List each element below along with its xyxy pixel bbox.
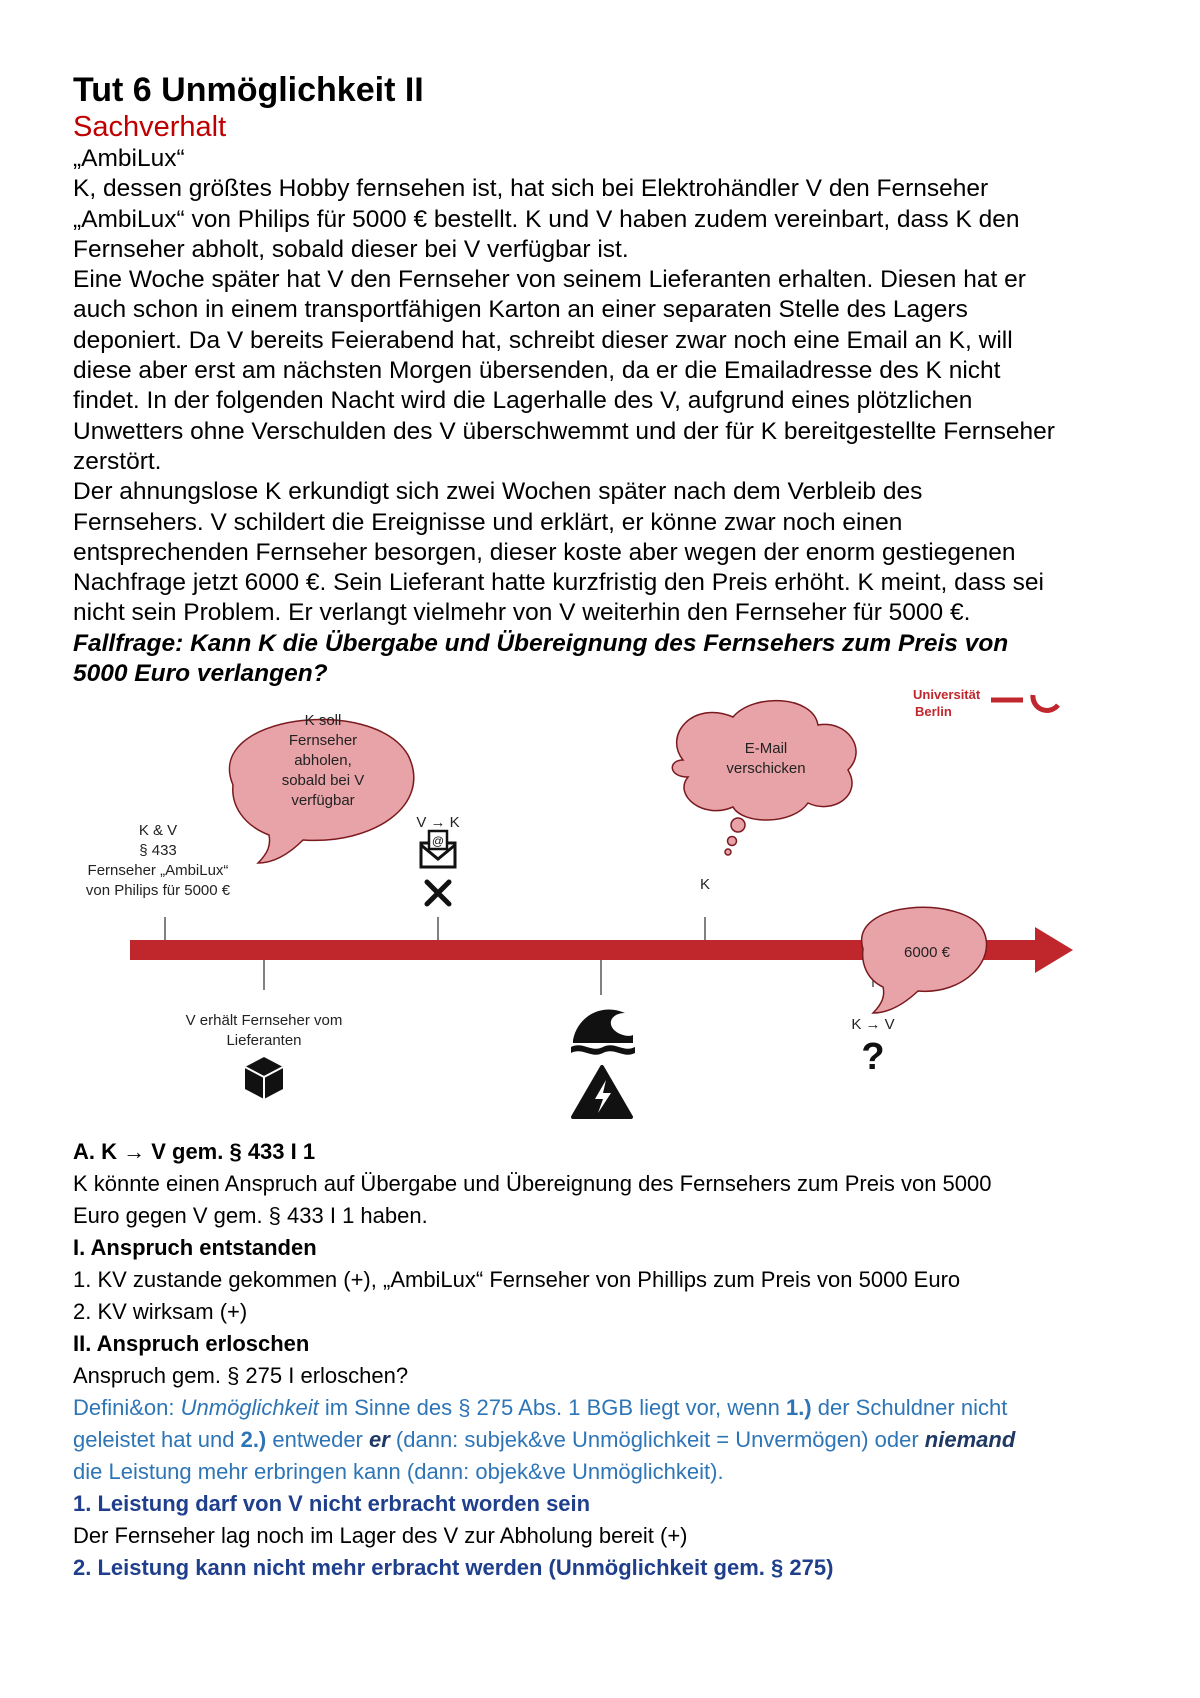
section-subtitle: Sachverhalt	[73, 111, 227, 143]
facts-line: nicht sein Problem. Er verlangt vielmehr von V weiterhin den Fernseher für 5000 €.	[73, 599, 971, 627]
text-line: Anspruch gem. § 275 I erloschen?	[73, 1363, 409, 1388]
contract-label: § 433	[139, 842, 177, 859]
cloud-text: verschicken	[726, 760, 806, 777]
analysis-section	[73, 1136, 1163, 1584]
facts-line: K, dessen größtes Hobby fernsehen ist, hat sich bei Elektrohändler V den Fernseher	[73, 175, 989, 203]
case-facts	[73, 174, 1153, 628]
timeline-diagram	[73, 687, 1123, 1135]
svg-text:@: @	[431, 834, 445, 848]
facts-line: Der ahnungslose K erkundigt sich zwei Wochen später nach dem Verbleib des	[73, 478, 923, 506]
definition-text: Unmöglichkeit	[180, 1395, 319, 1420]
contract-label: von Philips für 5000 €	[85, 882, 231, 899]
logo-mark	[991, 695, 1058, 710]
bubble-text: K soll	[304, 712, 342, 729]
definition-line: die Leistung mehr erbringen kann (dann: objek&ve Unmöglichkeit).	[73, 1459, 724, 1484]
heading-1: 1. Leistung darf von V nicht erbracht worden sein	[73, 1491, 591, 1516]
definition-line	[73, 1424, 1163, 1456]
definition-text: 2.)	[240, 1427, 267, 1452]
envelope-icon	[421, 831, 455, 867]
delivery-label: V erhält Fernseher vom	[185, 1012, 343, 1029]
timeline-svg	[73, 687, 1123, 1135]
definition-text: niemand	[924, 1427, 1016, 1452]
bubble-text: verfügbar	[291, 792, 355, 809]
wave-icon	[571, 1009, 635, 1054]
facts-line: „AmbiLux“ von Philips für 5000 € bestellt. K und V haben zudem vereinbart, dass K den	[73, 205, 1020, 233]
facts-line: deponiert. Da V bereits Feierabend hat, schreibt dieser zwar noch eine Email an K, will	[73, 326, 1013, 354]
thought-cloud	[672, 701, 856, 855]
heading-ii: II. Anspruch erloschen	[73, 1331, 310, 1356]
facts-line: Nachfrage jetzt 6000 €. Sein Lieferant hatte kurzfristig den Preis erhöht. K meint, dass sei	[73, 569, 1044, 597]
delivery-label: Lieferanten	[226, 1032, 302, 1049]
heading-2: 2. Leistung kann nicht mehr erbracht werden (Unmöglichkeit gem. § 275)	[73, 1555, 834, 1580]
question-icon: ?	[861, 1036, 885, 1078]
contract-label: K & V	[138, 822, 178, 839]
facts-line: Fernseher abholt, sobald dieser bei V verfügbar ist.	[73, 235, 629, 263]
definition-text: Defini&on:	[73, 1395, 181, 1420]
definition-line	[73, 1392, 1163, 1424]
definition-text: er	[369, 1427, 390, 1452]
definition-text: der Schuldner nicht	[811, 1395, 1008, 1420]
facts-line: findet. In der folgenden Nacht wird die Lagerhalle des V, aufgrund eines plötzlichen	[73, 387, 973, 415]
case-name: „AmbiLux“	[73, 145, 185, 172]
facts-line: Unwetters ohne Verschulden des V überschwemmt und der für K bereitgestellte Fernseher	[73, 417, 1055, 445]
definition-text: (dann: subjek&ve Unmöglichkeit = Unvermögen) oder	[389, 1427, 925, 1452]
definition-text: geleistet hat und	[73, 1427, 241, 1452]
heading-i: I. Anspruch entstanden	[73, 1235, 317, 1260]
bubble-text: abholen,	[294, 752, 352, 769]
text-line: 2. KV wirksam (+)	[73, 1299, 248, 1324]
bubble-text: Fernseher	[288, 732, 358, 749]
facts-line: Eine Woche später hat V den Fernseher von seinem Lieferanten erhalten. Diesen hat er	[73, 266, 1026, 294]
logo-text: Berlin	[915, 704, 952, 719]
text-line: Der Fernseher lag noch im Lager des V zur Abholung bereit (+)	[73, 1523, 688, 1548]
logo-text: Universität	[913, 687, 981, 702]
text-line: K könnte einen Anspruch auf Übergabe und Übereignung des Fernsehers zum Preis von 5000	[73, 1171, 992, 1196]
case-question: Fallfrage: Kann K die Übergabe und Übereignung des Fernsehers zum Preis von	[73, 629, 1009, 657]
package-icon	[245, 1057, 283, 1099]
document-page	[73, 70, 1153, 689]
x-mark-icon	[427, 882, 449, 904]
definition-text: 1.)	[785, 1395, 812, 1420]
facts-line: zerstört.	[73, 447, 162, 475]
cloud-owner-label: K	[699, 876, 711, 893]
facts-line: diese aber erst am nächsten Morgen übersenden, da er die Emailadresse des K nicht	[73, 357, 1001, 385]
text-line: 1. KV zustande gekommen (+), „AmbiLux“ Fernseher von Phillips zum Preis von 5000 Euro	[73, 1267, 961, 1292]
facts-line: entsprechenden Fernseher besorgen, dieser koste aber wegen der enorm gestiegenen	[73, 538, 1016, 566]
text-line: Euro gegen V gem. § 433 I 1 haben.	[73, 1203, 428, 1228]
facts-line: Fernsehers. V schildert die Ereignisse und erklärt, er könne zwar noch einen	[73, 508, 903, 536]
question-label: K → V	[851, 1016, 895, 1033]
facts-line: auch schon in einem transportfähigen Karton an einer separaten Stelle des Lagers	[73, 296, 968, 324]
case-question: 5000 Euro verlangen?	[73, 659, 328, 687]
page-title: Tut 6 Unmöglichkeit II	[73, 71, 424, 109]
email-label: V → K	[416, 814, 460, 831]
definition-text: entweder	[266, 1427, 369, 1452]
contract-label: Fernseher „AmbiLux“	[87, 862, 229, 879]
bubble-text: sobald bei V	[281, 772, 365, 789]
cloud-text: E-Mail	[744, 740, 788, 757]
lightning-warning-icon	[573, 1067, 631, 1117]
definition-text: im Sinne des § 275 Abs. 1 BGB liegt vor, wenn	[318, 1395, 786, 1420]
price-bubble-text: 6000 €	[904, 944, 950, 961]
heading-a: A. K → V gem. § 433 I 1	[73, 1139, 316, 1164]
